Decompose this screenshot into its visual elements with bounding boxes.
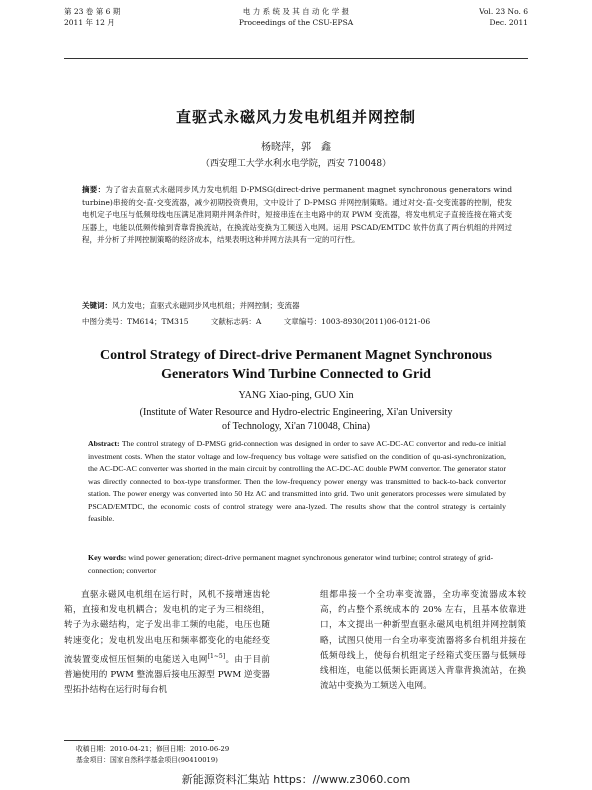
document-code: 文献标志码：A (210, 317, 262, 326)
keywords-text-en: wind power generation; direct-drive permanent magnet synchronous generator wind turbine; control strategy of grid-connection; convertor (88, 553, 494, 575)
keywords-en (88, 552, 506, 577)
abstract-label-cn: 摘要： (82, 185, 106, 194)
paper-title-en-line1: Control Strategy of Direct-drive Permanent Magnet Synchronous (100, 348, 492, 363)
affiliation-en-line1: (Institute of Water Resource and Hydro-electric Engineering, Xi'an University (139, 407, 453, 418)
journal-volume-info-en (479, 6, 528, 28)
body-column-left (64, 588, 270, 698)
keywords-text-cn: 风力发电；直驱式永磁同步风电机组；并网控制；变流器 (112, 301, 300, 310)
issue-date: 2011 年 12 月 (64, 18, 115, 27)
body-column-right: 组都串接一个全功率变流器，全功率变流器成本较高，约占整个系统成本的 20% 左右，且基本依靠进口，本文提出一种新型直驱永磁风电机组并网控制策略，试图只使用一台全功率变流器将多台机组并接在低频母线上，使每台机组定子经箱式变压器与低频母线相连，电能以低频长距离送入背靠背换流站，在换流站中变换为工频送入电网。 (320, 590, 526, 692)
keywords-label-cn: 关键词： (82, 301, 112, 310)
paper-title-cn: 直驱式永磁风力发电机组并网控制 (175, 108, 416, 126)
affiliation-cn: （西安理工大学水利水电学院，西安 710048） (200, 159, 392, 169)
classification-line (82, 316, 512, 328)
volume-issue: 第 23 卷 第 6 期 (64, 7, 121, 16)
citation-ref[interactable]: [1~5] (207, 652, 226, 660)
issue-date-en: Dec. 2011 (489, 18, 528, 27)
affiliation-en-line2: of Technology, Xi'an 710048, China) (221, 421, 371, 432)
paper-title-en-line2: Generators Wind Turbine Connected to Grid (161, 367, 431, 382)
journal-name-cn: 电 力 系 统 及 其 自 动 化 学 报 (242, 7, 350, 16)
abstract-cn (82, 184, 512, 247)
article-number: 文章编号：1003-8930(2011)06-0121-06 (283, 317, 431, 326)
body-text-left-b: 。由于目前普遍使用的 PWM 整流器后接电压源型 PWM 逆变器型拓扑结构在运行时每台机 (64, 654, 270, 696)
footnote-fund: 基金项目：国家自然科学基金项目(90410019) (76, 756, 218, 764)
header-rule (64, 58, 528, 59)
clc-number: 中图分类号：TM614；TM315 (82, 317, 189, 326)
abstract-en (88, 438, 506, 526)
journal-name-en: Proceedings of the CSU-EPSA (238, 18, 354, 27)
paper-title-en (0, 346, 592, 384)
keywords-label-en: Key words: (88, 553, 127, 562)
abstract-label-en: Abstract: (88, 439, 120, 448)
footnote-dates: 收稿日期：2010-04-21；修回日期：2010-06-29 (76, 745, 230, 753)
body-text-left-a: 直驱永磁风电机组在运行时，风机不接增速齿轮箱，直接和发电机耦合；发电机的定子为三相绕组，转子为永磁结构，定子发出非工频的电能，电压也随转速变化；发电机发出电压和频率都变化的电能经变流装置变成恒压恒频的电能送入电网 (64, 590, 270, 665)
authors-cn: 杨晓萍，郭 鑫 (261, 142, 331, 153)
watermark-text: 新能源资料汇集站 https：//www.z3060.com (181, 773, 411, 786)
keywords-cn (82, 300, 512, 312)
abstract-text-en: The control strategy of D-PMSG grid-connection was designed in order to save AC-DC-AC convertor and redu-ce initial investment costs. When the stator voltage and low-frequency bus voltage were satisfied on the condition of qu-asi-synchronization, the AC-DC-AC converter was shorted in the main circuit by controlling the AC-DC-AC double PWM convertor. The generator stator was directly connected to box-type transformer. Then the low-frequency power energy was transmitted to back-to-back convertor station. The power energy was converted into 50 Hz AC and transmitted into grid. Two unit generators processes were simulated by PSCAD/EMTDC, the economic costs of control strategy were ana-lyzed. The results show that the control strategy is certainly feasible. (88, 439, 506, 523)
volume-issue-en: Vol. 23 No. 6 (479, 7, 528, 16)
footnote-rule (64, 740, 214, 741)
affiliation-en (0, 406, 592, 434)
abstract-text-cn: 为了省去直驱式永磁同步风力发电机组 D-PMSG(direct-drive permanent magnet synchronous generators wind turbine)串接的交-直-交变流器，减少初期投资费用，文中设计了 D-PMSG 并网控制策略。通过对交-直-交变流器的控制，使发电机定子电压与低频母线电压满足准同期并网条件时，短接串连在主电路中的双 PWM 变流器，将发电机定子直接连接在箱式变压器上，电能以低频传输到背靠背换流站，在换流站变换为工频送入电网。运用 PSCAD/EMTDC 软件仿真了两台机组的并网过程，并分析了并网控制策略的经济成本，结果表明这种并网方法具有一定的可行性。 (82, 185, 512, 244)
authors-en: YANG Xiao-ping, GUO Xin (238, 390, 354, 401)
